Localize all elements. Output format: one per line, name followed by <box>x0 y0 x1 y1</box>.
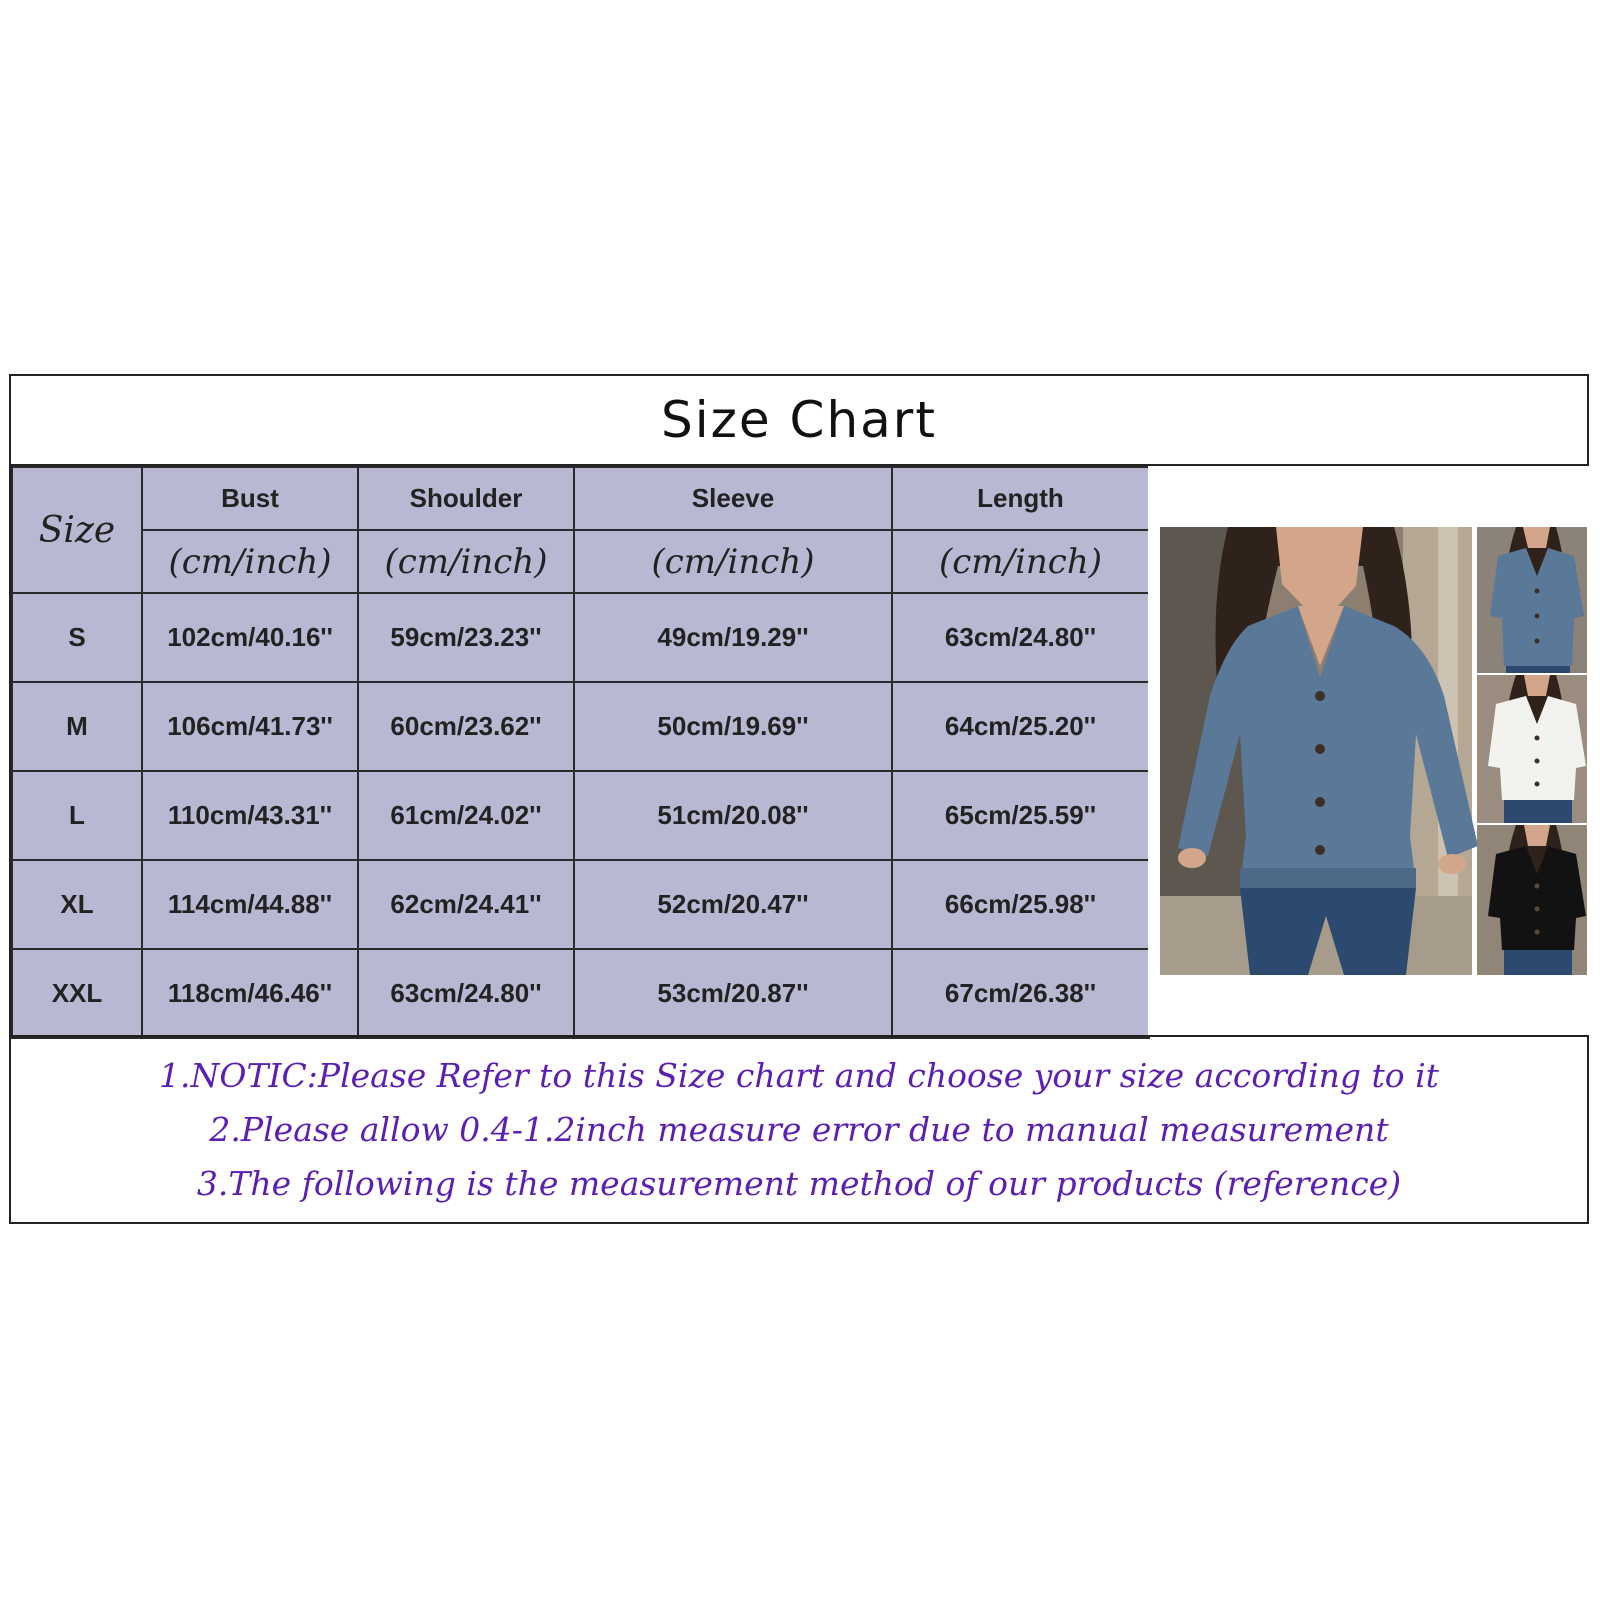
bust-cell: 110cm/43.31'' <box>142 771 358 860</box>
length-unit: (cm/inch) <box>892 530 1149 593</box>
bust-cell: 114cm/44.88'' <box>142 860 358 949</box>
shoulder-header: Shoulder <box>358 467 574 530</box>
size-column-header: Size <box>12 467 142 593</box>
sleeve-cell: 51cm/20.08'' <box>574 771 892 860</box>
table-row <box>12 949 1149 1038</box>
size-chart-title: Size Chart <box>11 376 1587 466</box>
table-row <box>12 682 1149 771</box>
shoulder-unit: (cm/inch) <box>358 530 574 593</box>
thumbnail-black-top <box>1477 825 1587 975</box>
bust-cell: 102cm/40.16'' <box>142 593 358 682</box>
table-unit-row <box>12 530 1149 593</box>
sleeve-cell: 52cm/20.47'' <box>574 860 892 949</box>
length-cell: 64cm/25.20'' <box>892 682 1149 771</box>
size-table <box>11 466 1150 1039</box>
shoulder-cell: 59cm/23.23'' <box>358 593 574 682</box>
product-photos <box>1148 466 1589 1035</box>
length-cell: 63cm/24.80'' <box>892 593 1149 682</box>
size-cell: M <box>12 682 142 771</box>
bust-unit: (cm/inch) <box>142 530 358 593</box>
size-cell: L <box>12 771 142 860</box>
bust-cell: 118cm/46.46'' <box>142 949 358 1038</box>
sleeve-header: Sleeve <box>574 467 892 530</box>
length-cell: 65cm/25.59'' <box>892 771 1149 860</box>
length-header: Length <box>892 467 1149 530</box>
size-cell: XL <box>12 860 142 949</box>
thumbnail-white-top <box>1477 675 1587 823</box>
shoulder-cell: 61cm/24.02'' <box>358 771 574 860</box>
note-line: 2.Please allow 0.4-1.2inch measure error due to manual measurement <box>209 1109 1389 1149</box>
sleeve-cell: 50cm/19.69'' <box>574 682 892 771</box>
sleeve-cell: 49cm/19.29'' <box>574 593 892 682</box>
sleeve-unit: (cm/inch) <box>574 530 892 593</box>
bust-cell: 106cm/41.73'' <box>142 682 358 771</box>
shoulder-cell: 63cm/24.80'' <box>358 949 574 1038</box>
bust-header: Bust <box>142 467 358 530</box>
length-cell: 66cm/25.98'' <box>892 860 1149 949</box>
main-product-photo <box>1160 527 1478 975</box>
table-row <box>12 593 1149 682</box>
size-cell: S <box>12 593 142 682</box>
shoulder-cell: 60cm/23.62'' <box>358 682 574 771</box>
size-chart-panel <box>9 374 1589 1224</box>
note-line: 1.NOTIC:Please Refer to this Size chart and choose your size according to it <box>159 1055 1439 1095</box>
product-photo-area <box>1148 466 1589 1035</box>
thumbnail-blue-top <box>1477 527 1587 673</box>
length-cell: 67cm/26.38'' <box>892 949 1149 1038</box>
shoulder-cell: 62cm/24.41'' <box>358 860 574 949</box>
size-notes <box>11 1035 1587 1222</box>
table-row <box>12 860 1149 949</box>
note-line: 3.The following is the measurement method of our products (reference) <box>196 1163 1402 1203</box>
size-cell: XXL <box>12 949 142 1038</box>
sleeve-cell: 53cm/20.87'' <box>574 949 892 1038</box>
table-header-row <box>12 467 1149 530</box>
table-row <box>12 771 1149 860</box>
